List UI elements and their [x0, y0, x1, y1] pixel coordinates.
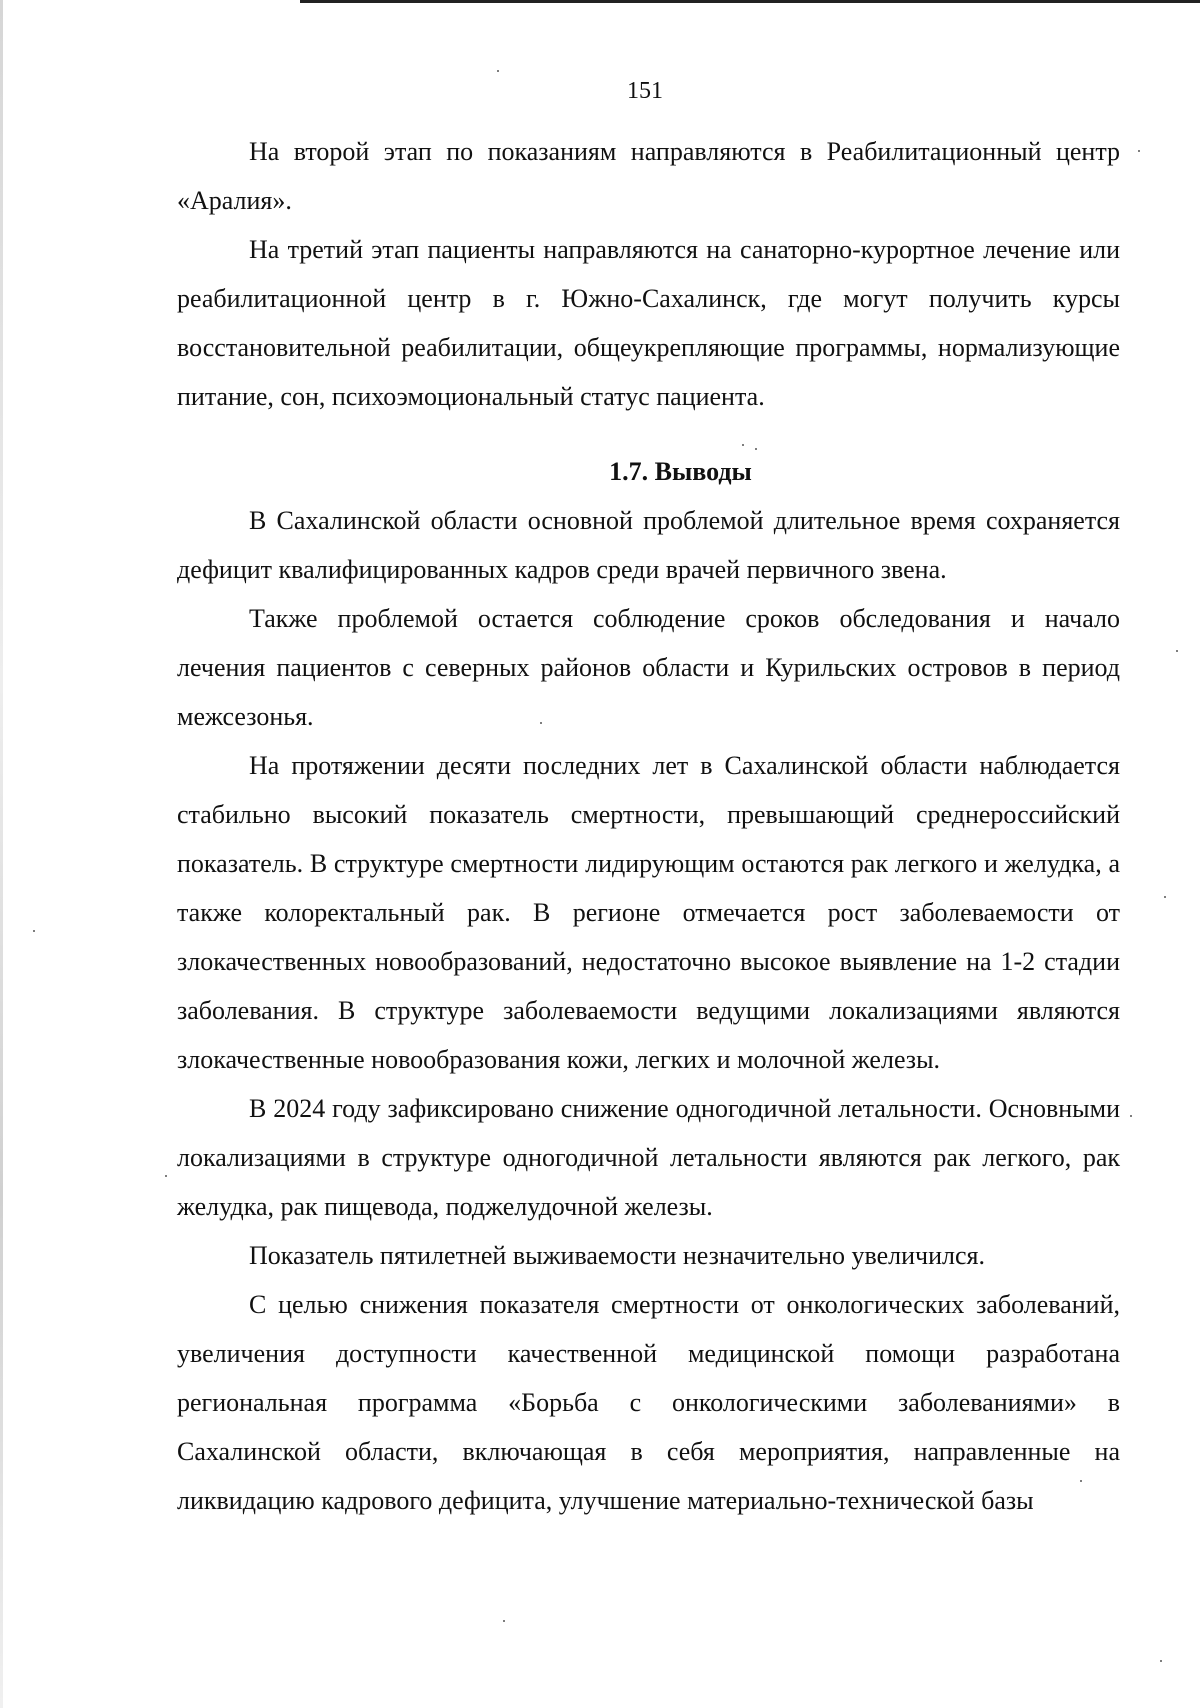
scan-edge: [0, 0, 3, 1708]
paragraph-one-year-lethality: В 2024 году зафиксировано снижение одногодичной летальности. Основными локализациями в структуре одногодичной летальности являются рак легкого, рак желудка, рак пищевода, поджелудочной железы.: [177, 1094, 1120, 1221]
scan-speck: [1080, 1480, 1082, 1482]
scan-speck: [742, 444, 744, 446]
page-number: 151: [627, 78, 663, 104]
scan-speck: [503, 1620, 505, 1622]
scan-speck: [1130, 1115, 1132, 1117]
scan-speck: [1176, 650, 1178, 652]
top-border-line: [300, 0, 1200, 3]
scan-speck: [165, 1175, 167, 1177]
scan-speck: [1160, 1660, 1162, 1662]
scan-speck: [755, 448, 757, 450]
scan-speck: [1164, 896, 1166, 898]
scan-speck: [497, 70, 499, 72]
paragraph-examination-timing: Также проблемой остается соблюдение сроков обследования и начало лечения пациентов с северных районов области и Курильских островов в период межсезонья.: [177, 604, 1120, 731]
paragraph-five-year-survival: Показатель пятилетней выживаемости незначительно увеличился.: [249, 1241, 985, 1270]
paragraph-regional-program: С целью снижения показателя смертности от онкологических заболеваний, увеличения доступности качественной медицинской помощи разработана региональная программа «Борьба с онкологическими заболеваниями» в Сахалинской области, включающая в себя мероприятия, направленные на ликвидацию кадрового дефицита, улучшение материально-технической базы: [177, 1290, 1120, 1515]
paragraph-stage-three: На третий этап пациенты направляются на санаторно-курортное лечение или реабилитационной центр в г. Южно-Сахалинск, где могут получить курсы восстановительной реабилитации, общеукрепляющие программы, нормализующие питание, сон, психоэмоциональный статус пациента.: [177, 235, 1120, 411]
paragraph-mortality: На протяжении десяти последних лет в Сахалинской области наблюдается стабильно высокий показатель смертности, превышающий среднероссийский показатель. В структуре смертности лидирующим остаются рак легкого и желудка, а также колоректальный рак. В регионе отмечается рост заболеваемости от злокачественных новообразований, недостаточно высокое выявление на 1-2 стадии заболевания. В структуре заболеваемости ведущими локализациями являются злокачественные новообразования кожи, легких и молочной железы.: [177, 751, 1120, 1074]
scan-speck: [540, 722, 542, 724]
section-heading: 1.7. Выводы: [609, 457, 752, 486]
scan-speck: [1138, 150, 1140, 152]
scan-speck: [33, 930, 35, 932]
paragraph-stage-two: На второй этап по показаниям направляются в Реабилитационный центр «Аралия».: [177, 137, 1120, 215]
body-text: [177, 127, 1120, 1525]
paragraph-staff-shortage: В Сахалинской области основной проблемой длительное время сохраняется дефицит квалифицированных кадров среди врачей первичного звена.: [177, 506, 1120, 584]
